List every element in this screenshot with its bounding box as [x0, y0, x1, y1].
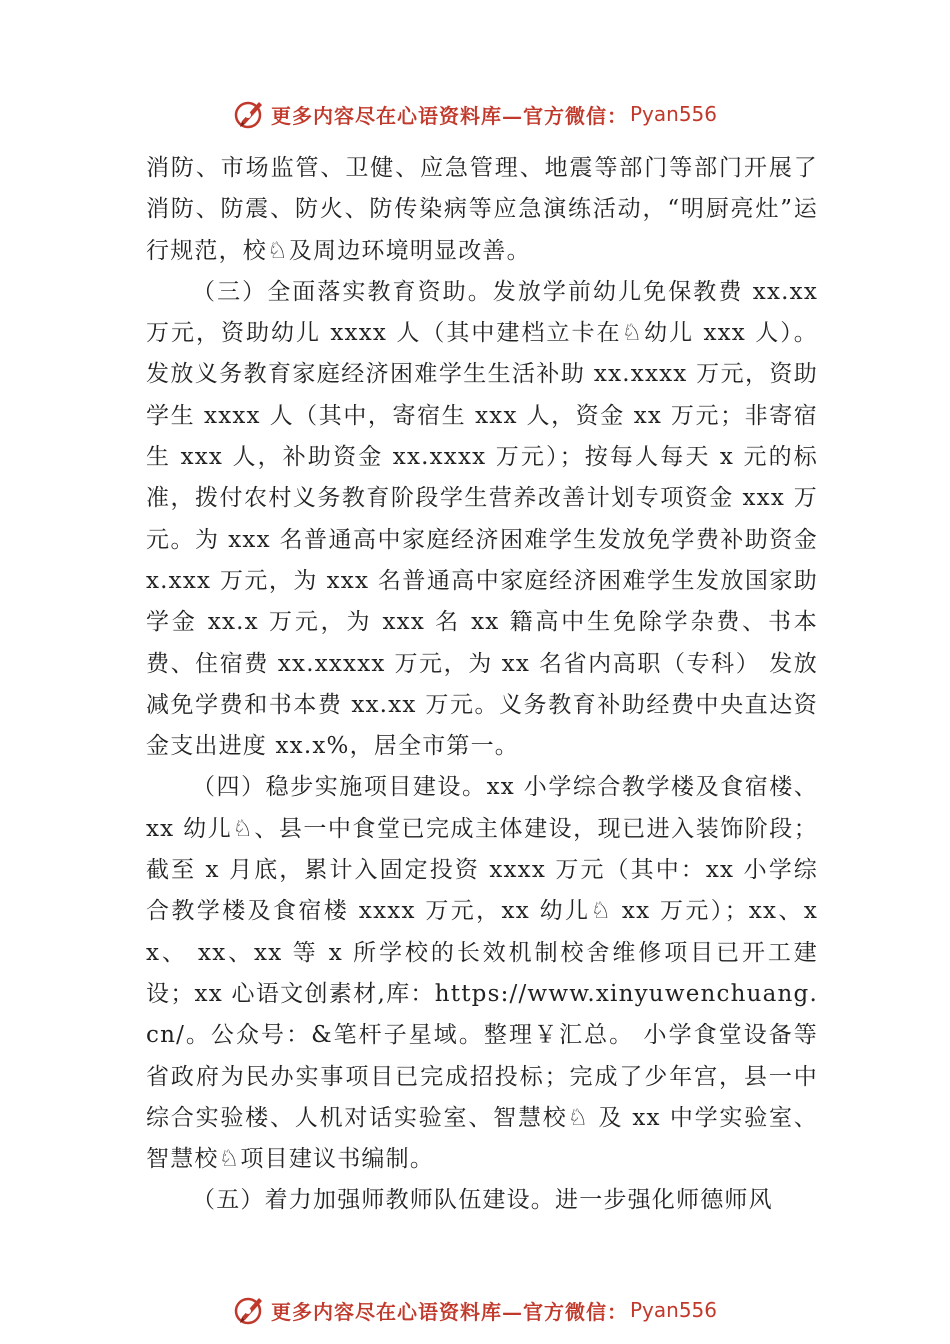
pen-logo-icon — [233, 97, 267, 131]
header-banner — [0, 94, 950, 134]
footer-banner — [0, 1290, 950, 1330]
paragraph-continuation: 消防、市场监管、卫健、应急管理、地震等部门等部门开展了消防、防震、防火、防传染病等应急演练活动，“明厨亮灶”运行规范，校♘及周边环境明显改善。 — [146, 155, 818, 264]
header-banner-text: 更多内容尽在心语资料库—官方微信： — [270, 103, 628, 128]
paragraph-teacher-team: （五）着力加强师教师队伍建设。进一步强化师德师风 — [192, 1187, 773, 1214]
pen-logo-icon — [233, 1293, 267, 1327]
footer-banner-text: 更多内容尽在心语资料库—官方微信： — [270, 1299, 628, 1324]
header-wechat-id: Pyan556 — [629, 102, 717, 126]
document-body — [146, 148, 818, 1222]
paragraph-project-construction: （四）稳步实施项目建设。xx 小学综合教学楼及食宿楼、xx 幼儿♘、县一中食堂已完成主体建设，现已进入装饰阶段；截至 x 月底，累计入固定投资 xxxx 万元（其中：xx 小学综合教学楼及食宿楼 xxxx 万元，xx 幼儿♘ xx 万元）；xx、xx、 xx、xx 等 x 所学校的长效机制校舍维修项目已开工建设；xx 心语文创素材,库：https://www.xinyuwenchuang.cn/。公众号：&笔杆子星域。整理￥汇总。 小学食堂设备等省政府为民办实事项目已完成招投标；完成了少年宫，县一中综合实验楼、人机对话实验室、智慧校♘ 及 xx 中学实验室、智慧校♘项目建议书编制。 — [146, 774, 818, 1173]
paragraph-education-aid: （三）全面落实教育资助。发放学前幼儿免保教费 xx.xx 万元，资助幼儿 xxxx 人（其中建档立卡在♘幼儿 xxx 人）。发放义务教育家庭经济困难学生生活补助 xx.xxxx 万元，资助学生 xxxx 人（其中，寄宿生 xxx 人，资金 xx 万元；非寄宿生 xxx 人，补助资金 xx.xxxx 万元）；按每人每天 x 元的标准，拨付农村义务教育阶段学生营养改善计划专项资金 xxx 万元。为 xxx 名普通高中家庭经济困难学生发放免学费补助资金 x.xxx 万元，为 xxx 名普通高中家庭经济困难学生发放国家助学金 xx.x 万元，为 xxx 名 xx 籍高中生免除学杂费、书本费、住宿费 xx.xxxxx 万元，为 xx 名省内高职（专科） 发放减免学费和书本费 xx.xx 万元。义务教育补助经费中央直达资金支出进度 xx.x%，居全市第一。 — [146, 278, 818, 760]
footer-wechat-id: Pyan556 — [629, 1298, 717, 1322]
